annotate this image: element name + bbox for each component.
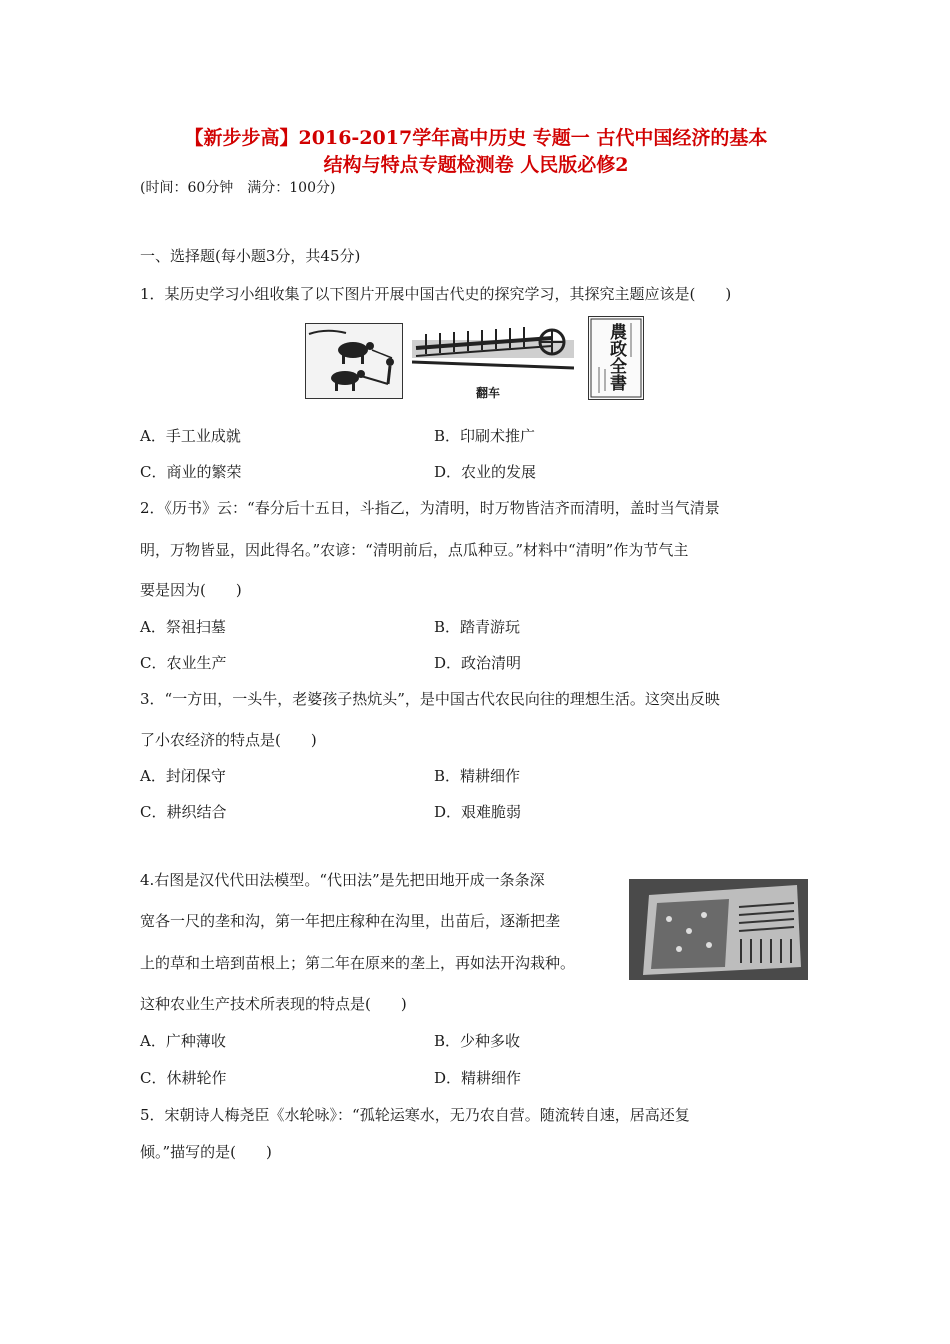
ox-plowing-image — [305, 323, 403, 399]
question-3-line-2: 了小农经济的特点是( ) — [140, 731, 317, 749]
q1-option-b: B．印刷术推广 — [434, 427, 536, 445]
document-title-line2: 结构与特点专题检测卷 人民版必修2 — [323, 154, 629, 176]
question-2-line-3: 要是因为( ) — [140, 581, 242, 599]
question-2-line-1: 2．《历书》云：“春分后十五日，斗指乙，为清明，时万物皆洁齐而清明，盖时当气清景 — [140, 499, 720, 517]
daitian-model-image — [629, 879, 808, 980]
section-heading: 一、选择题(每小题3分，共45分) — [140, 247, 361, 265]
question-4-line-3: 上的草和土培到苗根上；第二年在原来的垄上，再如法开沟栽种。 — [140, 954, 576, 972]
question-4-line-2: 宽各一尺的垄和沟，第一年把庄稼种在沟里，出苗后，逐渐把垄 — [140, 912, 561, 930]
fanche-drawing — [412, 318, 574, 382]
q2-option-c: C．农业生产 — [140, 654, 227, 672]
fanche-image — [412, 318, 574, 402]
question-1-stem: 1．某历史学习小组收集了以下图片开展中国古代史的探究学习，其探究主题应该是( ) — [140, 285, 732, 303]
q2-option-d: D．政治清明 — [434, 654, 522, 672]
q1-option-d: D．农业的发展 — [434, 463, 537, 481]
question-5-line-1: 5．宋朝诗人梅尧臣《水轮咏》：“孤轮运寒水，无乃农自营。随流转自速，居高还复 — [140, 1106, 690, 1124]
daitian-model-drawing — [629, 879, 808, 980]
q4-option-c: C．休耕轮作 — [140, 1069, 227, 1087]
question-4-line-4: 这种农业生产技术所表现的特点是( ) — [140, 995, 407, 1013]
q1-option-c: C．商业的繁荣 — [140, 463, 242, 481]
book-title-text: 農政全書 — [606, 323, 626, 391]
question-5-line-2: 倾。”描写的是( ) — [140, 1143, 272, 1161]
question-4-line-1: 4.右图是汉代代田法模型。“代田法”是先把田地开成一条条深 — [140, 871, 545, 889]
exam-time-score: (时间：60分钟 满分：100分) — [140, 180, 336, 196]
q3-option-a: A．封闭保守 — [140, 767, 226, 785]
q4-option-b: B．少种多收 — [434, 1032, 521, 1050]
ox-plowing-drawing — [306, 324, 402, 398]
q2-option-b: B．踏青游玩 — [434, 618, 521, 636]
question-2-line-2: 明，万物皆显，因此得名。”农谚：“清明前后，点瓜种豆。”材料中“清明”作为节气主 — [140, 541, 689, 559]
q2-option-a: A．祭祖扫墓 — [140, 618, 226, 636]
q3-option-b: B．精耕细作 — [434, 767, 521, 785]
q4-option-a: A．广种薄收 — [140, 1032, 226, 1050]
nongzheng-quanshu-cover-image — [588, 316, 644, 400]
document-title-line1: 【新步步高】2016-2017学年高中历史 专题一 古代中国经济的基本 — [184, 127, 768, 149]
q4-option-d: D．精耕细作 — [434, 1069, 522, 1087]
q1-option-a: A．手工业成就 — [140, 427, 241, 445]
fanche-caption: 翻车 — [476, 386, 501, 400]
question-3-line-1: 3．“一方田，一头牛，老婆孩子热炕头”，是中国古代农民向往的理想生活。这突出反映 — [140, 690, 720, 708]
q3-option-c: C．耕织结合 — [140, 803, 227, 821]
q3-option-d: D．艰难脆弱 — [434, 803, 522, 821]
